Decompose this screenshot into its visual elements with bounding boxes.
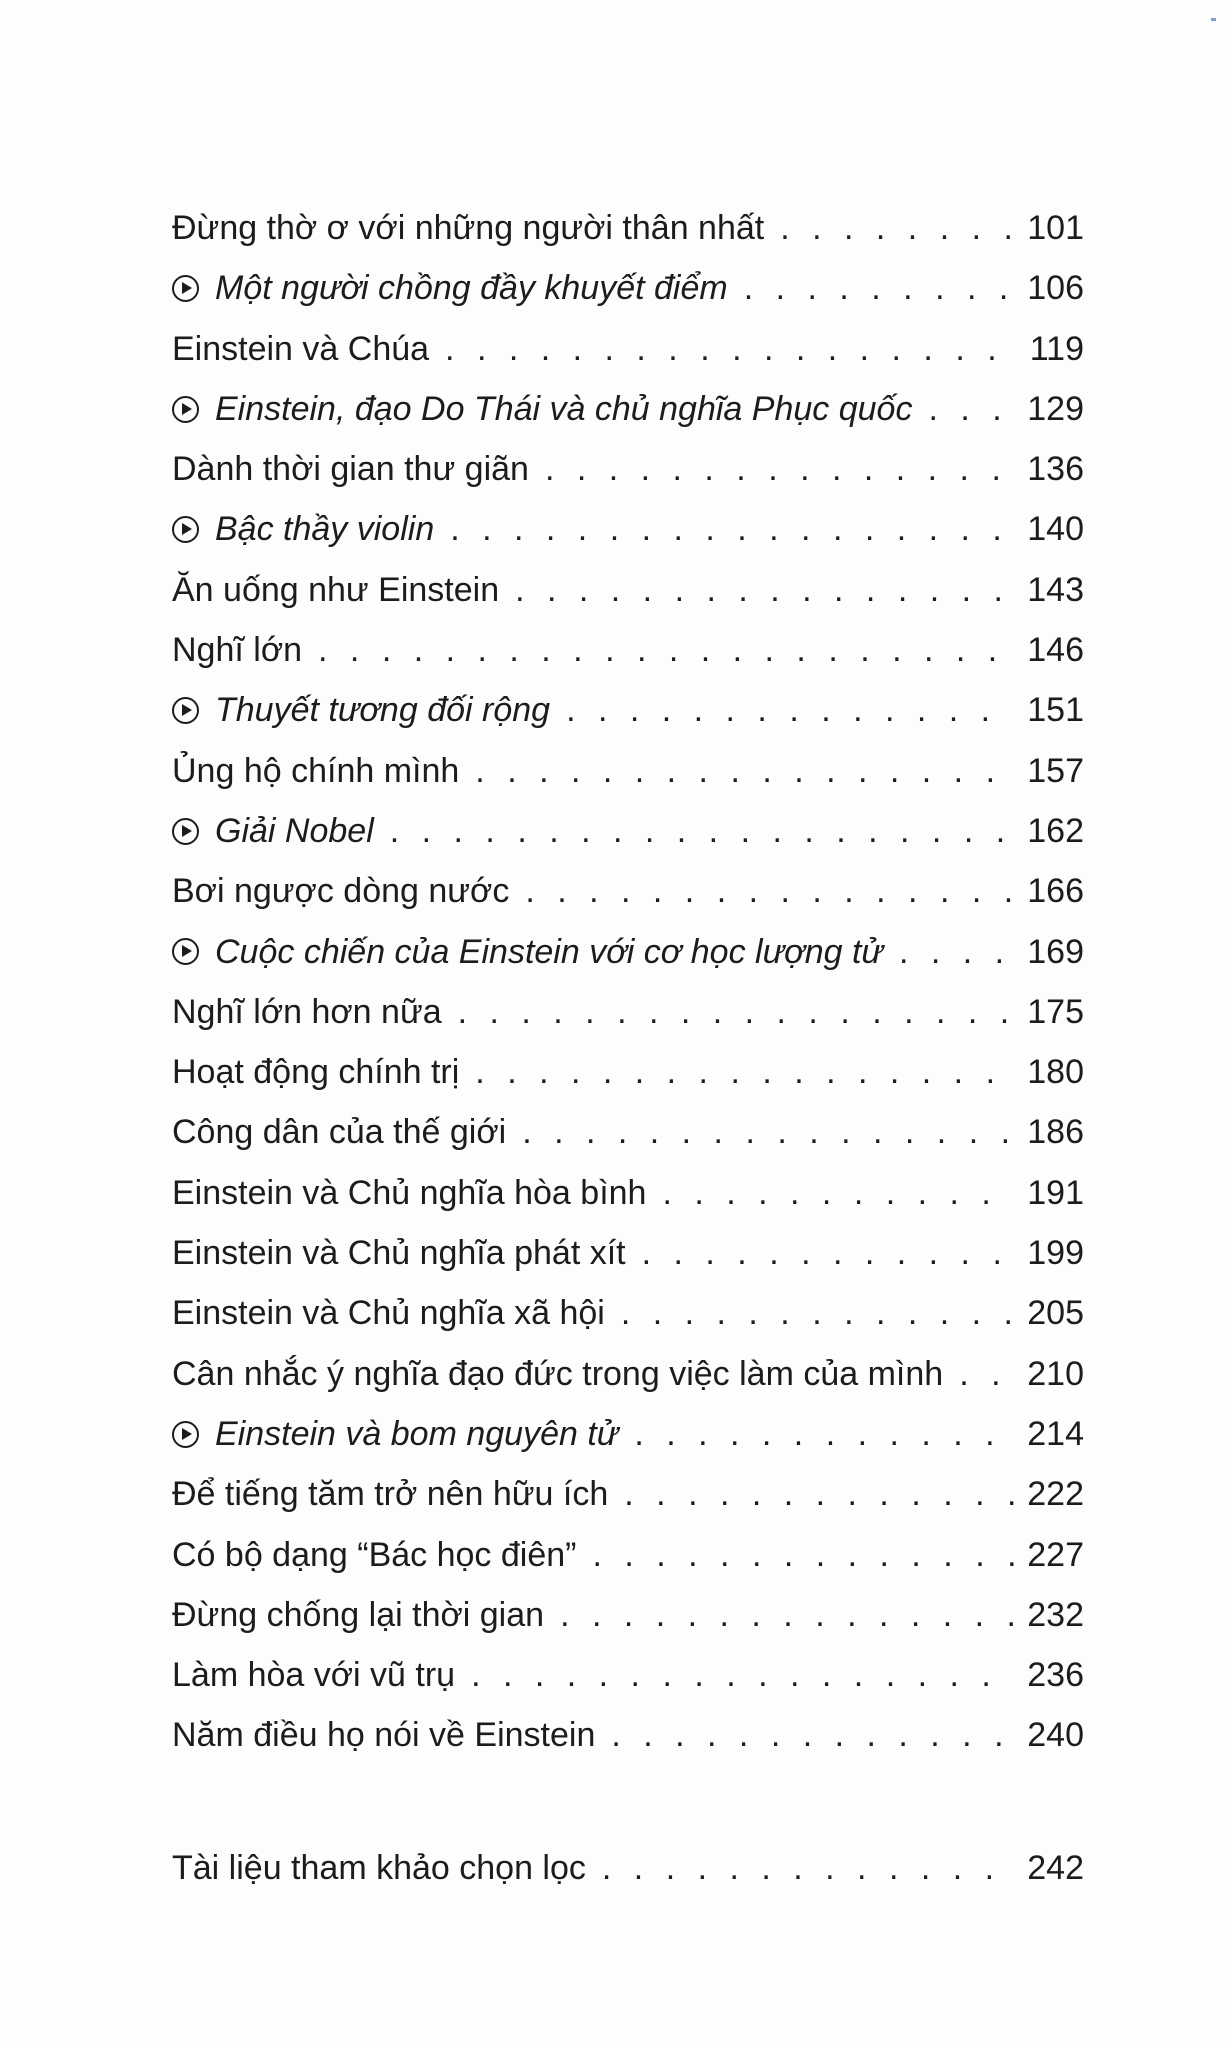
toc-entry[interactable] xyxy=(172,379,1084,439)
toc-entry-page: 136 xyxy=(1027,450,1084,489)
toc-entry-page: 140 xyxy=(1027,510,1084,549)
toc-leader-dots xyxy=(662,1163,1015,1223)
toc-entry-title: Einstein, đạo Do Thái và chủ nghĩa Phục quốc xyxy=(215,389,913,428)
toc-entry-title: Ủng hộ chính mình xyxy=(172,751,460,790)
toc-entry-title: Cân nhắc ý nghĩa đạo đức trong việc làm của mình xyxy=(172,1354,944,1393)
toc-entry[interactable] xyxy=(172,1525,1084,1585)
toc-entry-page: 106 xyxy=(1027,269,1084,308)
scan-edge-mark xyxy=(1211,18,1216,21)
toc-leader-dots xyxy=(744,258,1016,318)
toc-entry-page: 240 xyxy=(1027,1716,1084,1755)
toc-entry[interactable] xyxy=(172,1705,1084,1765)
play-circle-icon xyxy=(172,938,199,965)
toc-entry[interactable] xyxy=(172,741,1084,801)
toc-entry[interactable] xyxy=(172,1645,1084,1705)
toc-entry[interactable] xyxy=(172,1344,1084,1404)
play-circle-icon xyxy=(172,516,199,543)
toc-entry-title: Einstein và Chủ nghĩa xã hội xyxy=(172,1294,605,1333)
toc-entry-page: 151 xyxy=(1027,691,1084,730)
toc-entry-page: 146 xyxy=(1027,631,1084,670)
toc-entry-references[interactable] xyxy=(172,1838,1084,1898)
toc-leader-dots xyxy=(458,982,1016,1042)
toc-leader-dots xyxy=(471,1645,1015,1705)
toc-entry[interactable] xyxy=(172,1163,1084,1223)
toc-leader-dots xyxy=(390,801,1016,861)
toc-entry[interactable] xyxy=(172,439,1084,499)
toc-entry-title: Tài liệu tham khảo chọn lọc xyxy=(172,1849,586,1887)
toc-leader-dots xyxy=(475,1042,1015,1102)
toc-entry[interactable] xyxy=(172,1283,1084,1343)
toc-entry-title: Giải Nobel xyxy=(215,811,374,850)
toc-entry-title: Einstein và Chủ nghĩa phát xít xyxy=(172,1234,626,1273)
toc-entry-page: 186 xyxy=(1027,1113,1084,1152)
play-circle-icon xyxy=(172,818,199,845)
play-circle-icon xyxy=(172,1421,199,1448)
toc-leader-dots xyxy=(525,861,1015,921)
toc-leader-dots xyxy=(780,198,1015,258)
toc-entry-title: Cuộc chiến của Einstein với cơ học lượng tử xyxy=(215,932,883,971)
toc-entry-page: 236 xyxy=(1027,1656,1084,1695)
toc-entry-title: Thuyết tương đối rộng xyxy=(215,691,551,730)
toc-entry-title: Một người chồng đầy khuyết điểm xyxy=(215,269,728,308)
play-circle-icon xyxy=(172,275,199,302)
toc-entry-page: 242 xyxy=(1027,1849,1084,1887)
toc-entry-page: 232 xyxy=(1027,1595,1084,1634)
toc-entry-page: 191 xyxy=(1027,1173,1084,1212)
toc-leader-dots xyxy=(642,1223,1016,1283)
toc-entry-page: 166 xyxy=(1027,872,1084,911)
table-of-contents xyxy=(172,198,1084,1766)
toc-entry-page: 205 xyxy=(1027,1294,1084,1333)
toc-entry-title: Hoạt động chính trị xyxy=(172,1053,460,1092)
toc-entry-title: Einstein và bom nguyên tử xyxy=(215,1414,619,1453)
toc-entry-title: Bơi ngược dòng nước xyxy=(172,872,510,911)
toc-leader-dots xyxy=(634,1404,1015,1464)
toc-entry[interactable] xyxy=(172,499,1084,559)
toc-entry-title: Einstein và Chủ nghĩa hòa bình xyxy=(172,1173,647,1212)
toc-entry-page: 214 xyxy=(1027,1414,1084,1453)
toc-entry-page: 180 xyxy=(1027,1053,1084,1092)
toc-entry-page: 129 xyxy=(1027,389,1084,428)
toc-entry-page: 157 xyxy=(1027,751,1084,790)
toc-entry[interactable] xyxy=(172,198,1084,258)
toc-entry-page: 101 xyxy=(1027,209,1084,247)
toc-entry[interactable] xyxy=(172,1042,1084,1102)
toc-entry[interactable] xyxy=(172,1223,1084,1283)
toc-entry[interactable] xyxy=(172,258,1084,318)
toc-leader-dots xyxy=(560,1585,1015,1645)
toc-leader-dots xyxy=(445,319,1018,379)
toc-entry-page: 143 xyxy=(1027,570,1084,609)
toc-entry-title: Bậc thầy violin xyxy=(215,510,435,549)
toc-entry[interactable] xyxy=(172,1585,1084,1645)
toc-entry-page: 119 xyxy=(1029,329,1084,368)
toc-entry-page: 227 xyxy=(1027,1535,1084,1574)
toc-entry-title: Ăn uống như Einstein xyxy=(172,570,500,609)
toc-leader-dots xyxy=(899,922,1015,982)
toc-entry-title: Năm điều họ nói về Einstein xyxy=(172,1716,596,1755)
toc-entry-page: 222 xyxy=(1027,1475,1084,1514)
toc-entry[interactable] xyxy=(172,1404,1084,1464)
toc-entry-title: Để tiếng tăm trở nên hữu ích xyxy=(172,1475,609,1514)
play-circle-icon xyxy=(172,697,199,724)
toc-leader-dots xyxy=(621,1283,1015,1343)
toc-entry-title: Công dân của thế giới xyxy=(172,1113,507,1152)
toc-entry-title: Nghĩ lớn hơn nữa xyxy=(172,992,442,1031)
toc-appendix xyxy=(172,1838,1084,1898)
toc-entry-title: Có bộ dạng “Bác học điên” xyxy=(172,1535,577,1574)
toc-entry[interactable] xyxy=(172,982,1084,1042)
toc-leader-dots xyxy=(602,1838,1015,1898)
toc-entry[interactable] xyxy=(172,560,1084,620)
toc-leader-dots xyxy=(515,560,1015,620)
toc-entry-page: 162 xyxy=(1027,811,1084,850)
toc-leader-dots xyxy=(928,379,1015,439)
toc-entry[interactable] xyxy=(172,922,1084,982)
toc-entry-title: Đừng thờ ơ với những người thân nhất xyxy=(172,209,765,247)
toc-entry[interactable] xyxy=(172,319,1084,379)
toc-entry-title: Nghĩ lớn xyxy=(172,631,303,670)
toc-entry-page: 175 xyxy=(1027,992,1084,1031)
toc-entry-title: Einstein và Chúa xyxy=(172,329,430,368)
toc-leader-dots xyxy=(624,1464,1015,1524)
toc-entry-page: 169 xyxy=(1027,932,1084,971)
toc-entry-page: 199 xyxy=(1027,1234,1084,1273)
play-circle-icon xyxy=(172,396,199,423)
toc-leader-dots xyxy=(566,680,1015,740)
toc-entry[interactable] xyxy=(172,620,1084,680)
toc-leader-dots xyxy=(611,1705,1015,1765)
toc-leader-dots xyxy=(959,1344,1015,1404)
toc-leader-dots xyxy=(592,1525,1015,1585)
toc-entry[interactable] xyxy=(172,680,1084,740)
toc-entry[interactable] xyxy=(172,1102,1084,1162)
toc-entry-title: Làm hòa với vũ trụ xyxy=(172,1656,456,1695)
toc-entry[interactable] xyxy=(172,861,1084,921)
toc-leader-dots xyxy=(522,1102,1015,1162)
toc-leader-dots xyxy=(545,439,1015,499)
toc-entry[interactable] xyxy=(172,1464,1084,1524)
toc-leader-dots xyxy=(475,741,1015,801)
toc-entry-title: Dành thời gian thư giãn xyxy=(172,450,529,489)
toc-leader-dots xyxy=(318,620,1015,680)
toc-leader-dots xyxy=(450,499,1015,559)
toc-entry-page: 210 xyxy=(1027,1354,1084,1393)
toc-entry[interactable] xyxy=(172,801,1084,861)
toc-entry-title: Đừng chống lại thời gian xyxy=(172,1595,545,1634)
